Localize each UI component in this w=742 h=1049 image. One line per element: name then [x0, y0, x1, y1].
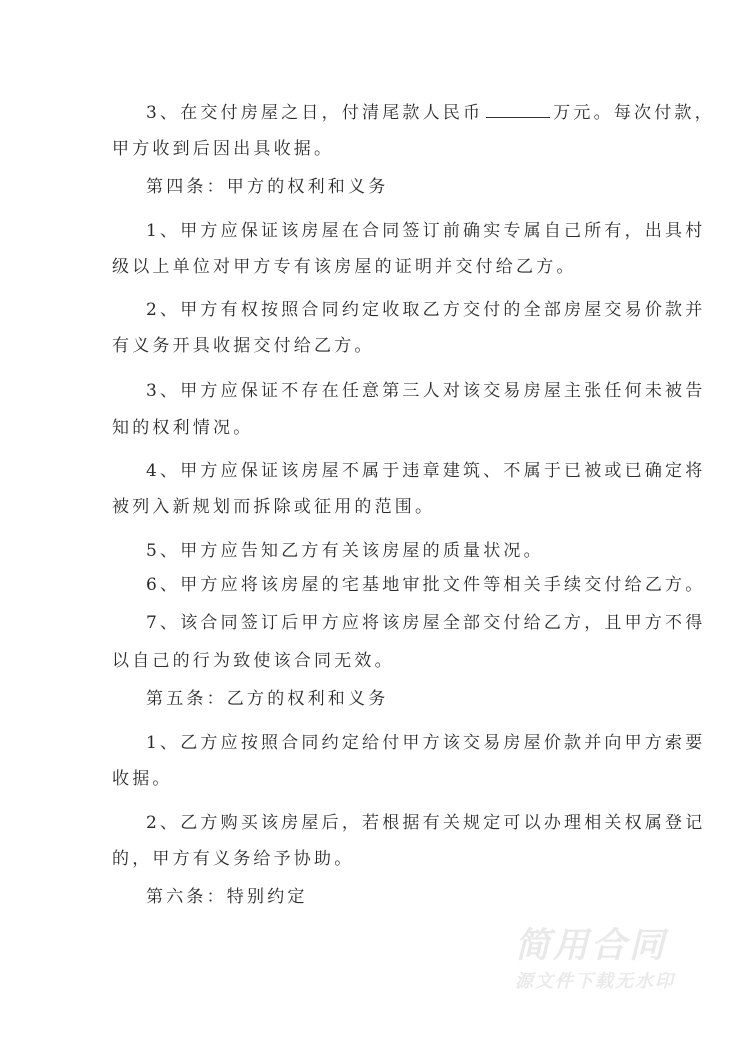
paragraph-line: 的，甲方有义务给予协助。 — [112, 849, 355, 869]
section-heading-article-5: 第五条：乙方的权利和义务 — [146, 689, 389, 709]
paragraph-line: 2、乙方购买该房屋后，若根据有关规定可以办理相关权属登记 — [146, 813, 706, 833]
paragraph-line: 1、甲方应保证该房屋在合同签订前确实专属自己所有，出具村 — [146, 221, 706, 241]
watermark-title: 简用合同 — [515, 926, 668, 966]
section-heading-article-4: 第四条：甲方的权利和义务 — [146, 177, 389, 197]
section-heading-article-6: 第六条：特别约定 — [146, 887, 308, 907]
paragraph-line: 收据。 — [112, 769, 173, 789]
paragraph-line: 4、甲方应保证该房屋不属于违章建筑、不属于已被或已确定将 — [146, 461, 706, 481]
paragraph-line: 甲方收到后因出具收据。 — [112, 139, 335, 159]
watermark-subtitle: 源文件下载无水印 — [515, 971, 675, 992]
paragraph-line: 被列入新规划而拆除或征用的范围。 — [112, 497, 436, 517]
paragraph-line: 2、甲方有权按照合同约定收取乙方交付的全部房屋交易价款并 — [146, 300, 706, 320]
paragraph-line: 有义务开具收据交付给乙方。 — [112, 336, 375, 356]
paragraph-line: 6、甲方应将该房屋的宅基地审批文件等相关手续交付给乙方。 — [146, 575, 706, 595]
paragraph-line: 3、甲方应保证不存在任意第三人对该交易房屋主张任何未被告 — [146, 381, 706, 401]
paragraph-line: 1、乙方应按照合同约定给付甲方该交易房屋价款并向甲方索要 — [146, 733, 706, 753]
payment-clause-text-end: 万元。每次付款， — [553, 103, 715, 123]
payment-clause-text: 3、在交付房屋之日，付清尾款人民币 — [146, 103, 484, 123]
paragraph-line: 知的权利情况。 — [112, 418, 254, 438]
paragraph-line: 级以上单位对甲方专有该房屋的证明并交付给乙方。 — [112, 257, 577, 277]
paragraph-line: 5、甲方应告知乙方有关该房屋的质量状况。 — [146, 541, 544, 561]
paragraph-line — [146, 103, 715, 123]
paragraph-line: 以自己的行为致使该合同无效。 — [112, 651, 395, 671]
amount-blank-field — [486, 103, 550, 118]
paragraph-line: 7、该合同签订后甲方应将该房屋全部交付给乙方，且甲方不得 — [146, 613, 706, 633]
